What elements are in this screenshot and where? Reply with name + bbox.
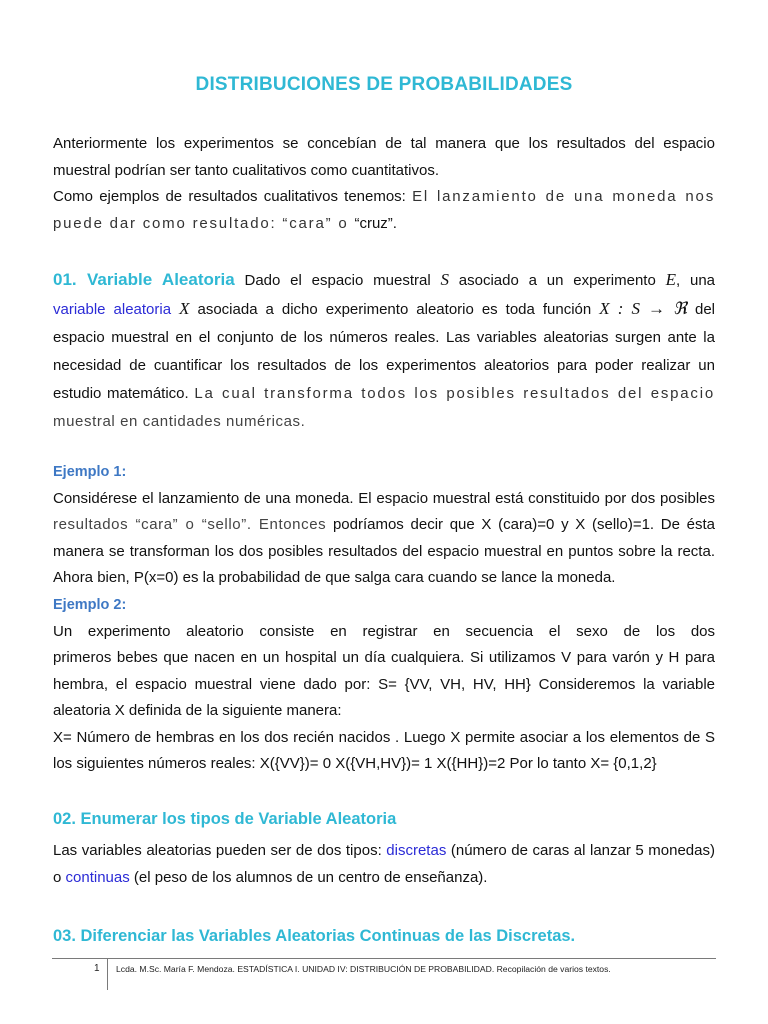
section1-line — [53, 266, 715, 295]
footer-text: Lcda. M.Sc. María F. Mendoza. ESTADÍSTICA I. UNIDAD IV: DISTRIBUCIÓN DE PROBABILIDAD. Recopilación de varios textos. — [116, 964, 611, 974]
section1-text: asociado a un experimento — [448, 272, 666, 289]
symbol-s: S — [440, 270, 449, 289]
intro-line: Anteriormente los experimentos se concebían de tal manera que los resultados del espacio — [53, 135, 715, 152]
ejemplo1-line — [53, 512, 715, 539]
ejemplo2-line: Un experimento aleatorio consiste en registrar en secuencia el sexo de los dos — [53, 622, 715, 640]
ejemplo2-line: primeros bebes que nacen en un hospital un día cualquiera. Si utilizamos V para varón y H para — [53, 649, 715, 666]
intro-line — [53, 211, 715, 238]
symbol-x: X — [179, 299, 190, 318]
variable-aleatoria-link[interactable]: variable aleatoria — [53, 301, 172, 318]
section1-text: estudio matemático. — [53, 385, 195, 402]
intro-line — [53, 184, 715, 211]
function-notation: X : S → ℜ — [599, 299, 687, 318]
section2-line — [53, 865, 715, 892]
intro-text: Como ejemplos de resultados cualitativos tenemos: — [53, 188, 413, 205]
section1-text: del — [686, 301, 716, 318]
ejemplo1-block — [53, 459, 715, 592]
section2-heading: 02. Enumerar los tipos de Variable Aleatoria — [53, 810, 397, 828]
section1-text: Dado el espacio muestral — [234, 272, 441, 289]
ejemplo2-line: aleatoria X definida de la siguiente manera: — [53, 702, 342, 719]
section3-heading: 03. Diferenciar las Variables Aleatorias Continuas de las Discretas. — [53, 927, 576, 945]
ejemplo1-label: Ejemplo 1: — [53, 464, 127, 480]
ejemplo1-line: Considérese el lanzamiento de una moneda. El espacio muestral está constituido por dos posibles — [53, 489, 715, 507]
ejemplo1-text: podríamos decir que X (cara)=0 y X (sello)=1. De ésta — [326, 516, 715, 533]
section2-line — [53, 838, 715, 865]
section1-line — [53, 380, 715, 408]
section2-text: (número de caras al lanzar 5 monedas) — [446, 842, 715, 859]
ejemplo1-line: manera se transforman los dos posibles resultados del espacio muestral en puntos sobre la recta. — [53, 542, 715, 560]
intro-text: “cruz”. — [354, 214, 397, 232]
intro-paragraph — [53, 131, 715, 237]
section1-line: espacio muestral en el conjunto de los números reales. Las variables aleatorias surgen ante la — [53, 329, 715, 346]
page-title: DISTRIBUCIONES DE PROBABILIDADES — [195, 74, 573, 95]
intro-spaced-text: El lanzamiento de una moneda nos — [412, 188, 715, 205]
footer-divider — [52, 958, 716, 959]
section2-text: (el peso de los alumnos de un centro de enseñanza). — [129, 868, 488, 886]
intro-line: muestral podrían ser tanto cualitativos como cuantitativos. — [53, 161, 440, 179]
ejemplo2-label: Ejemplo 2: — [53, 597, 127, 613]
section2-text: o — [53, 868, 66, 886]
section2-paragraph — [53, 838, 715, 891]
section1-spaced-text: La cual transforma todos los posibles resultados del espacio — [194, 385, 715, 402]
section1-heading: 01. Variable Aleatoria — [53, 270, 235, 289]
section1-text: asociada a dicho experimento aleatorio es toda función — [189, 301, 600, 318]
ejemplo1-spaced-text: resultados “cara” o “sello”. Entonces — [53, 516, 327, 533]
ejemplo2-line: X= Número de hembras en los dos recién nacidos . Luego X permite asociar a los elementos de S — [53, 728, 715, 746]
section1-line: muestral en cantidades numéricas. — [53, 413, 306, 430]
ejemplo2-line: hembra, el espacio muestral viene dado por: S= {VV, VH, HV, HH} Consideremos la variable — [53, 675, 715, 693]
continuas-link[interactable]: continuas — [65, 868, 130, 886]
footer-separator — [107, 958, 108, 990]
ejemplo2-block — [53, 592, 715, 778]
section2-text: Las variables aleatorias pueden ser de dos tipos: — [53, 842, 387, 859]
symbol-e: E — [665, 270, 676, 289]
section1-line: necesidad de cuantificar los resultados de los experimentos aleatorios para poder realizar un — [53, 357, 715, 374]
page-number: 1 — [94, 963, 100, 974]
ejemplo2-line: los siguientes números reales: X({VV})= 0 X({VH,HV})= 1 X({HH})=2 Por lo tanto X= {0,1,2} — [53, 755, 657, 772]
discretas-link[interactable]: discretas — [386, 842, 447, 859]
section1-line — [53, 295, 715, 324]
section1-text: , una — [676, 272, 715, 289]
section1-paragraph — [53, 266, 715, 436]
intro-spaced-text: puede dar como resultado: “cara” o — [53, 214, 355, 232]
ejemplo1-line: Ahora bien, P(x=0) es la probabilidad de que salga cara cuando se lance la moneda. — [53, 569, 616, 586]
